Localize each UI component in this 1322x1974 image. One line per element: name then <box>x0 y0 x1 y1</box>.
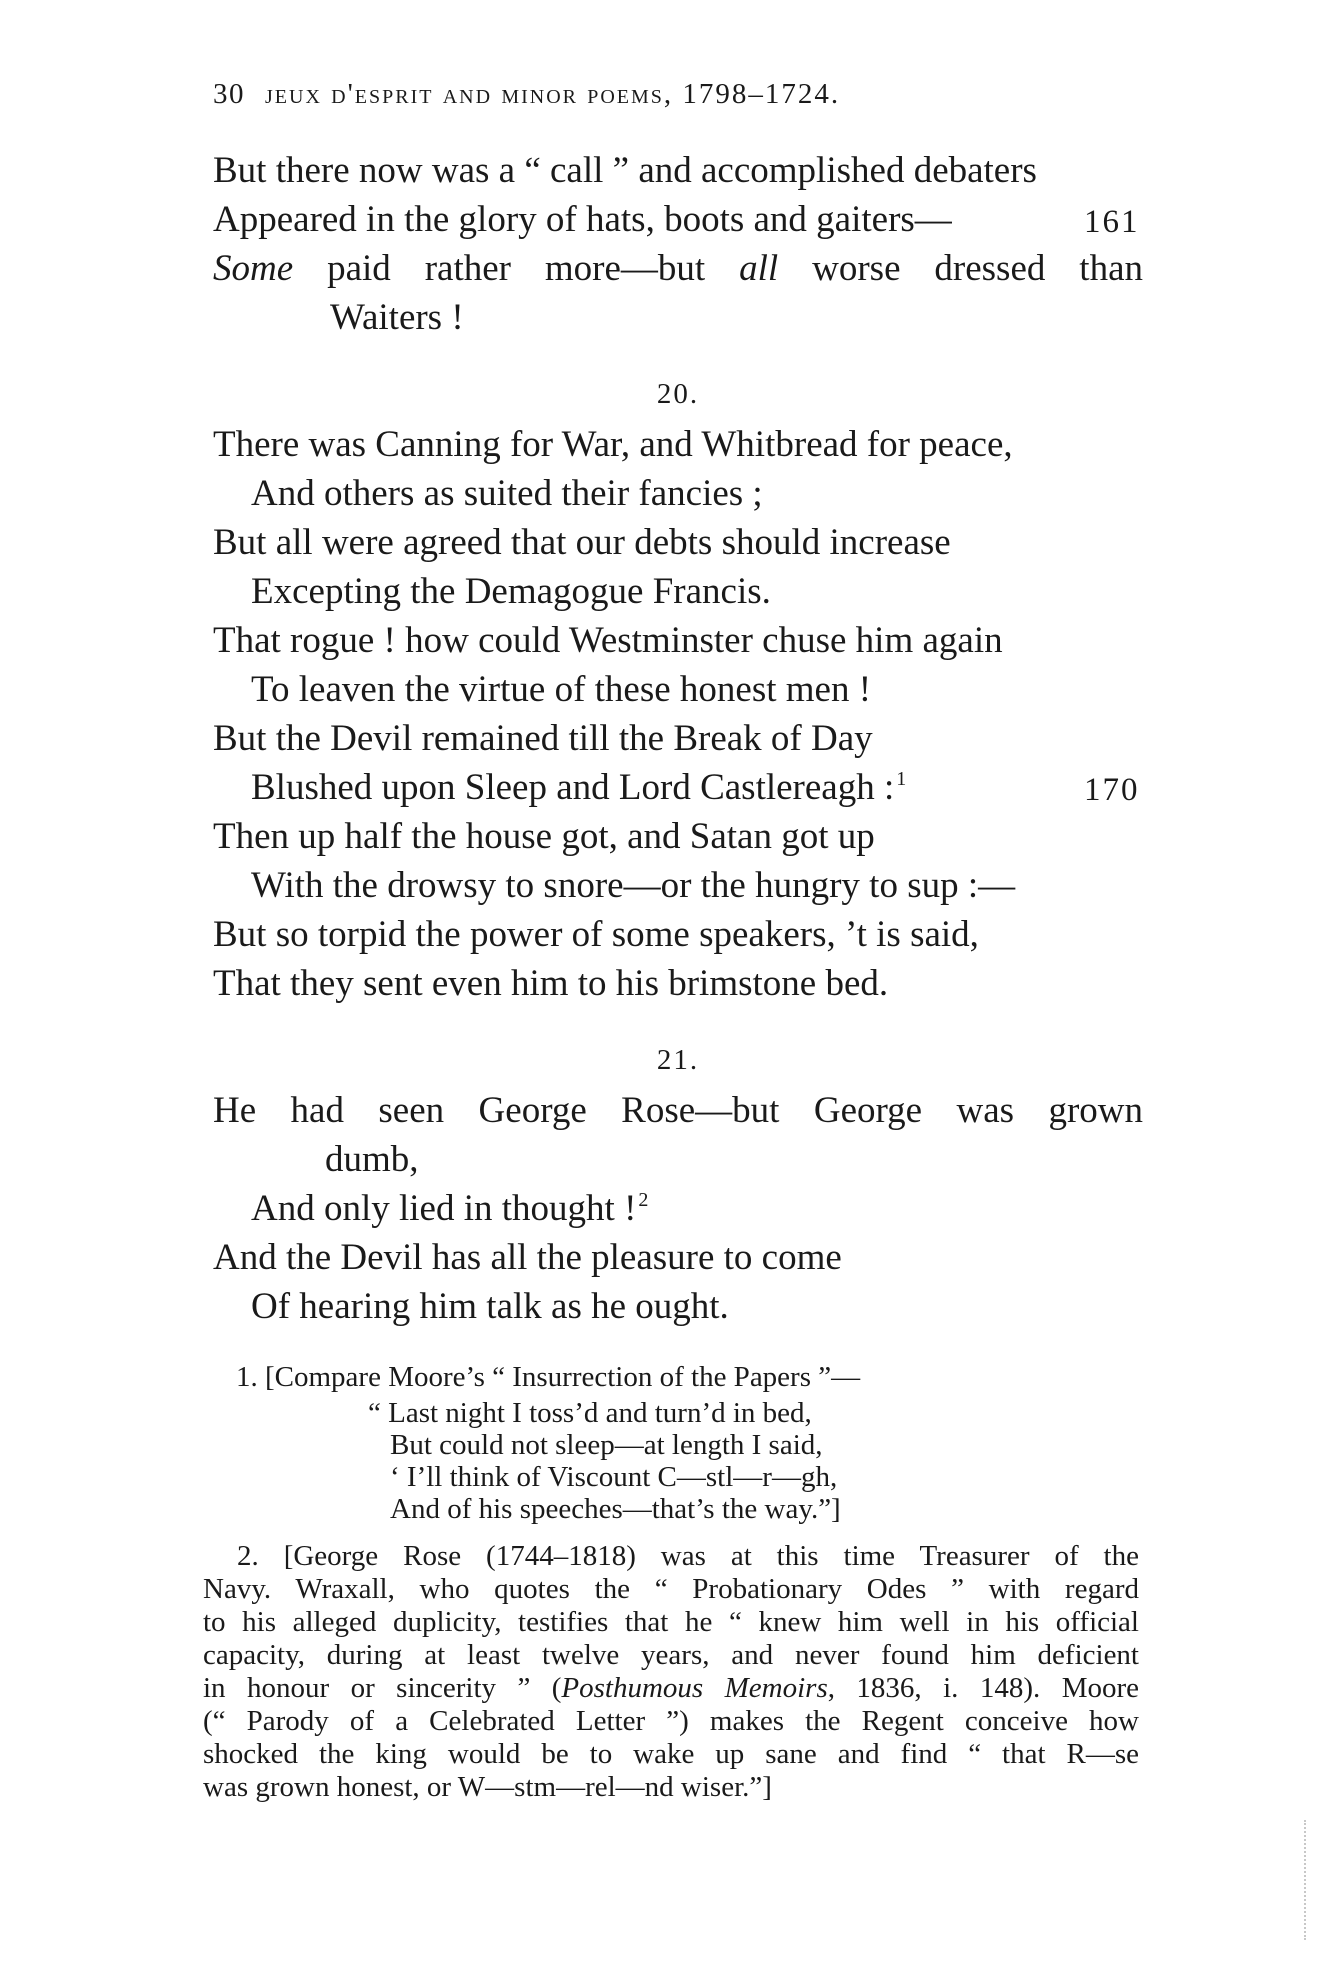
running-title: jeux d'esprit and minor poems, 1798–1724. <box>265 78 841 110</box>
footnote-line: to his alleged duplicity, testifies that he “ knew him well in his official <box>203 1606 1139 1638</box>
verse-line: With the drowsy to snore—or the hungry to sup :— <box>251 865 1016 906</box>
verse-line: Waiters ! <box>330 297 464 338</box>
verse-line: That rogue ! how could Westminster chuse him again <box>213 620 1003 661</box>
verse-line: And the Devil has all the pleasure to come <box>213 1237 842 1278</box>
footnote-line: shocked the king would be to wake up sane and find “ that R—se <box>203 1738 1139 1770</box>
verse-text: paid rather more—but <box>293 248 740 289</box>
verse-line: To leaven the virtue of these honest men ! <box>251 669 872 710</box>
italic-word: Some <box>213 248 294 289</box>
verse-line: He had seen George Rose—but George was grown <box>213 1090 1143 1131</box>
verse-line <box>251 1190 648 1227</box>
verse-line: But so torpid the power of some speakers, ’t is said, <box>213 914 979 955</box>
quote-line: And of his speeches—that’s the way.”] <box>390 1493 841 1525</box>
quote-line: ‘ I’ll think of Viscount C—stl—r—gh, <box>390 1461 838 1493</box>
verse-line: Of hearing him talk as he ought. <box>251 1286 729 1327</box>
footnote-marker: 2. <box>237 1540 259 1572</box>
footnote-line: (“ Parody of a Celebrated Letter ”) makes the Regent conceive how <box>203 1705 1139 1737</box>
verse-line <box>213 250 1143 287</box>
footnote-ref: 1 <box>896 768 907 790</box>
verse-line: Excepting the Demagogue Francis. <box>251 571 771 612</box>
page-number: 30 <box>213 78 245 110</box>
stanza-number: 21. <box>656 1044 700 1076</box>
verse-line: But all were agreed that our debts should increase <box>213 522 951 563</box>
quote-line: “ Last night I toss’d and turn’d in bed, <box>368 1397 812 1429</box>
line-number: 170 <box>1084 772 1140 808</box>
verse-text: And only lied in thought ! <box>251 1188 637 1229</box>
verse-line <box>251 769 906 806</box>
line-number: 161 <box>1084 204 1140 240</box>
verse-line: But the Devil remained till the Break of Day <box>213 718 873 759</box>
footnote-2 <box>237 1542 1139 1571</box>
footnote-text: in honour or sincerity ” ( <box>203 1672 562 1704</box>
italic-title: Posthumous Memoirs <box>561 1672 828 1704</box>
verse-line: There was Canning for War, and Whitbread for peace, <box>213 424 1013 465</box>
verse-line: Then up half the house got, and Satan got up <box>213 816 875 857</box>
verse-line: But there now was a “ call ” and accomplished debaters <box>213 150 1037 191</box>
scan-edge-mark <box>1304 1820 1308 1940</box>
footnote-text: [George Rose (1744–1818) was at this time Treasurer of the <box>283 1540 1139 1572</box>
verse-text: worse dressed than <box>778 248 1144 289</box>
footnote-marker: 1. <box>236 1361 258 1393</box>
quote-line: But could not sleep—at length I said, <box>390 1429 823 1461</box>
verse-text: Blushed upon Sleep and Lord Castlereagh : <box>251 767 895 808</box>
footnote-line: capacity, during at least twelve years, and never found him deficient <box>203 1639 1139 1671</box>
footnote-line <box>203 1674 1139 1703</box>
footnote-ref: 2 <box>638 1189 649 1211</box>
footnote-line: Navy. Wraxall, who quotes the “ Probationary Odes ” with regard <box>203 1573 1139 1605</box>
footnote-line: was grown honest, or W—stm—rel—nd wiser.”] <box>203 1771 772 1803</box>
footnote-text: , 1836, i. 148). Moore <box>827 1672 1140 1704</box>
running-head <box>213 78 840 111</box>
italic-word: all <box>739 248 779 289</box>
stanza-number: 20. <box>656 378 700 410</box>
verse-line: That they sent even him to his brimstone bed. <box>213 963 889 1004</box>
verse-line: Appeared in the glory of hats, boots and gaiters— <box>213 199 952 240</box>
footnote-1 <box>236 1363 860 1392</box>
footnote-text: [Compare Moore’s “ Insurrection of the Papers ”— <box>265 1361 861 1393</box>
verse-line: And others as suited their fancies ; <box>251 473 763 514</box>
verse-line: dumb, <box>325 1139 419 1180</box>
